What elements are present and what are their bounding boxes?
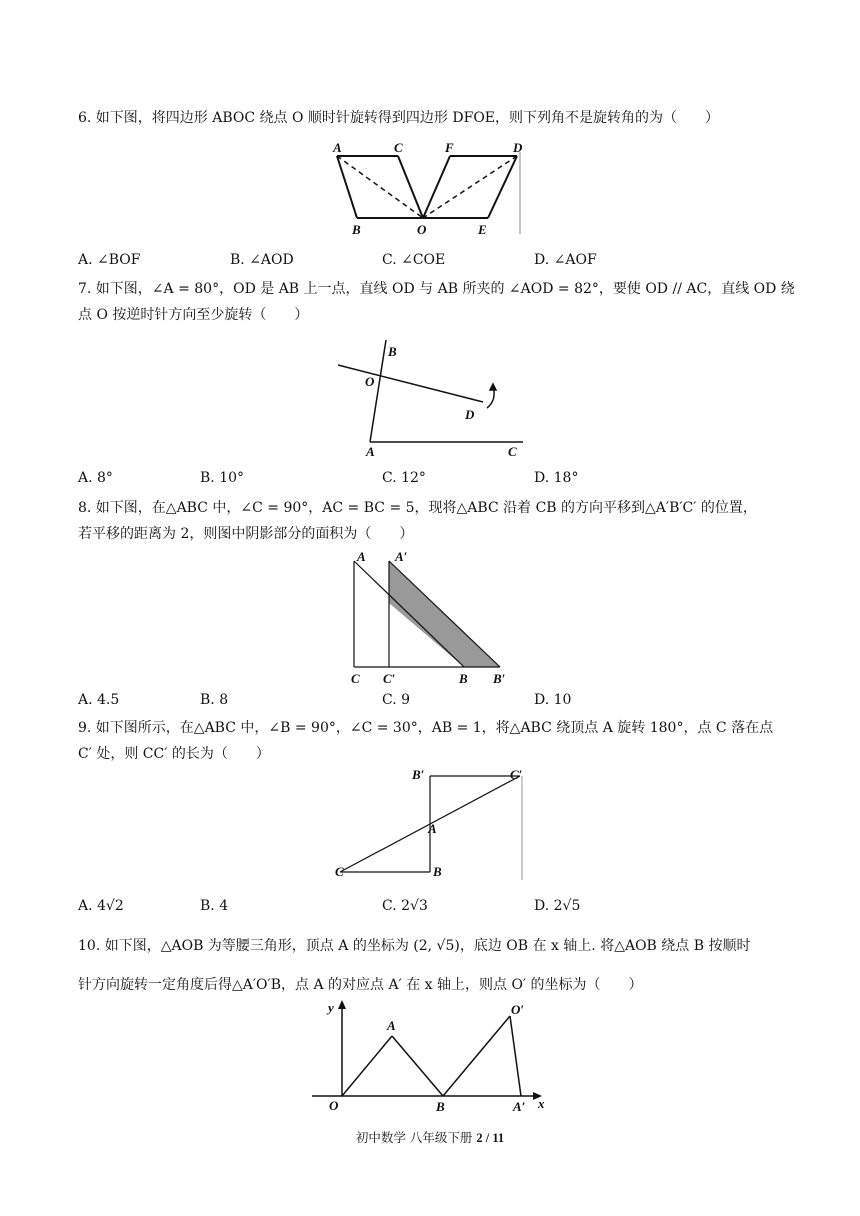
q8-figure	[345, 547, 520, 687]
q9-label-b-prime: B′	[412, 767, 425, 782]
q9-option-c: C. 2√3	[382, 898, 428, 914]
q8-label-c: C	[351, 671, 360, 686]
q8-text-line1: 8. 如下图，在△ABC 中，∠C = 90°，AC = BC = 5，现将△ABC 沿着 CB 的方向平移到△A′B′C′ 的位置，	[78, 500, 757, 516]
q6-option-c: C. ∠COE	[382, 252, 446, 268]
q7-text-line1: 7. 如下图，∠A = 80°，OD 是 AB 上一点，直线 OD 与 AB 所夹的 ∠AOD = 82°，要使 OD // AC，直线 OD 绕	[78, 281, 795, 297]
q9-figure	[335, 766, 530, 882]
page-footer	[0, 1128, 860, 1146]
q6-figure	[330, 138, 530, 238]
q10-label-o-prime: O′	[511, 1002, 525, 1017]
q6-label-f: F	[445, 140, 454, 155]
footer-grade: 八年级下册	[409, 1130, 473, 1145]
q6-label-o: O	[417, 222, 427, 237]
q6-label-b: B	[352, 222, 361, 237]
q10-label-a-prime: A′	[513, 1099, 526, 1114]
q10-label-x: x	[538, 1096, 545, 1111]
q10-text-line2: 针方向旋转一定角度后得△A′O′B，点 A 的对应点 A′ 在 x 轴上，则点 O′ 的坐标为（ ）	[78, 977, 643, 993]
q7-figure	[335, 338, 535, 460]
footer-subject: 初中数学	[355, 1130, 406, 1145]
q10-text-line1: 10. 如下图，△AOB 为等腰三角形，顶点 A 的坐标为 (2, √5)，底边 OB 在 x 轴上. 将△AOB 绕点 B 按顺时	[78, 938, 751, 954]
q7-option-c: C. 12°	[382, 470, 426, 486]
q10-label-a: A	[387, 1018, 396, 1033]
q8-option-c: C. 9	[382, 692, 411, 708]
q7-label-c: C	[508, 444, 517, 459]
q6-label-e: E	[478, 222, 487, 237]
q6-option-a: A. ∠BOF	[78, 252, 141, 268]
q7-text-line2: 点 O 按逆时针方向至少旋转（ ）	[78, 307, 309, 323]
q8-option-a: A. 4.5	[78, 692, 120, 708]
q7-label-d: D	[465, 407, 475, 422]
q9-text-line2: C′ 处，则 CC′ 的长为（ ）	[78, 746, 270, 762]
q8-label-b-prime: B′	[493, 671, 506, 686]
q7-label-o: O	[365, 374, 375, 389]
q6-label-d: D	[513, 140, 523, 155]
q9-label-c-prime: C′	[510, 767, 523, 782]
q8-option-b: B. 8	[200, 692, 229, 708]
q6-option-d: D. ∠AOF	[534, 252, 597, 268]
q7-option-a: A. 8°	[78, 470, 113, 486]
q10-label-o: O	[329, 1098, 339, 1113]
q10-label-y: y	[328, 1000, 334, 1015]
q7-option-d: D. 18°	[534, 470, 579, 486]
q8-label-b: B	[459, 671, 468, 686]
q10-label-b: B	[436, 1099, 445, 1114]
q7-label-a: A	[366, 444, 375, 459]
q9-label-a: A	[428, 821, 437, 836]
q9-option-b: B. 4	[200, 898, 229, 914]
q10-figure	[310, 998, 550, 1112]
q6-label-a: A	[333, 140, 342, 155]
q7-option-b: B. 10°	[200, 470, 245, 486]
q8-option-d: D. 10	[534, 692, 572, 708]
q8-label-a: A	[357, 549, 366, 564]
q7-label-b: B	[388, 344, 397, 359]
q9-option-d: D. 2√5	[534, 898, 581, 914]
q9-option-a: A. 4√2	[78, 898, 124, 914]
q8-label-c-prime: C′	[383, 671, 396, 686]
footer-page-number: 2 / 11	[476, 1131, 505, 1145]
q9-text-line1: 9. 如下图所示，在△ABC 中，∠B = 90°，∠C = 30°，AB = 1，将△ABC 绕顶点 A 旋转 180°，点 C 落在点	[78, 720, 774, 736]
q6-label-c: C	[394, 140, 403, 155]
q8-label-a-prime: A′	[395, 549, 408, 564]
q6-option-b: B. ∠AOD	[230, 252, 294, 268]
q9-label-c: C	[335, 864, 344, 879]
q9-label-b: B	[433, 864, 442, 879]
q6-text: 6. 如下图，将四边形 ABOC 绕点 O 顺时针旋转得到四边形 DFOE，则下列角不是旋转角的为（ ）	[78, 110, 720, 126]
q8-text-line2: 若平移的距离为 2，则图中阴影部分的面积为（ ）	[78, 526, 414, 542]
